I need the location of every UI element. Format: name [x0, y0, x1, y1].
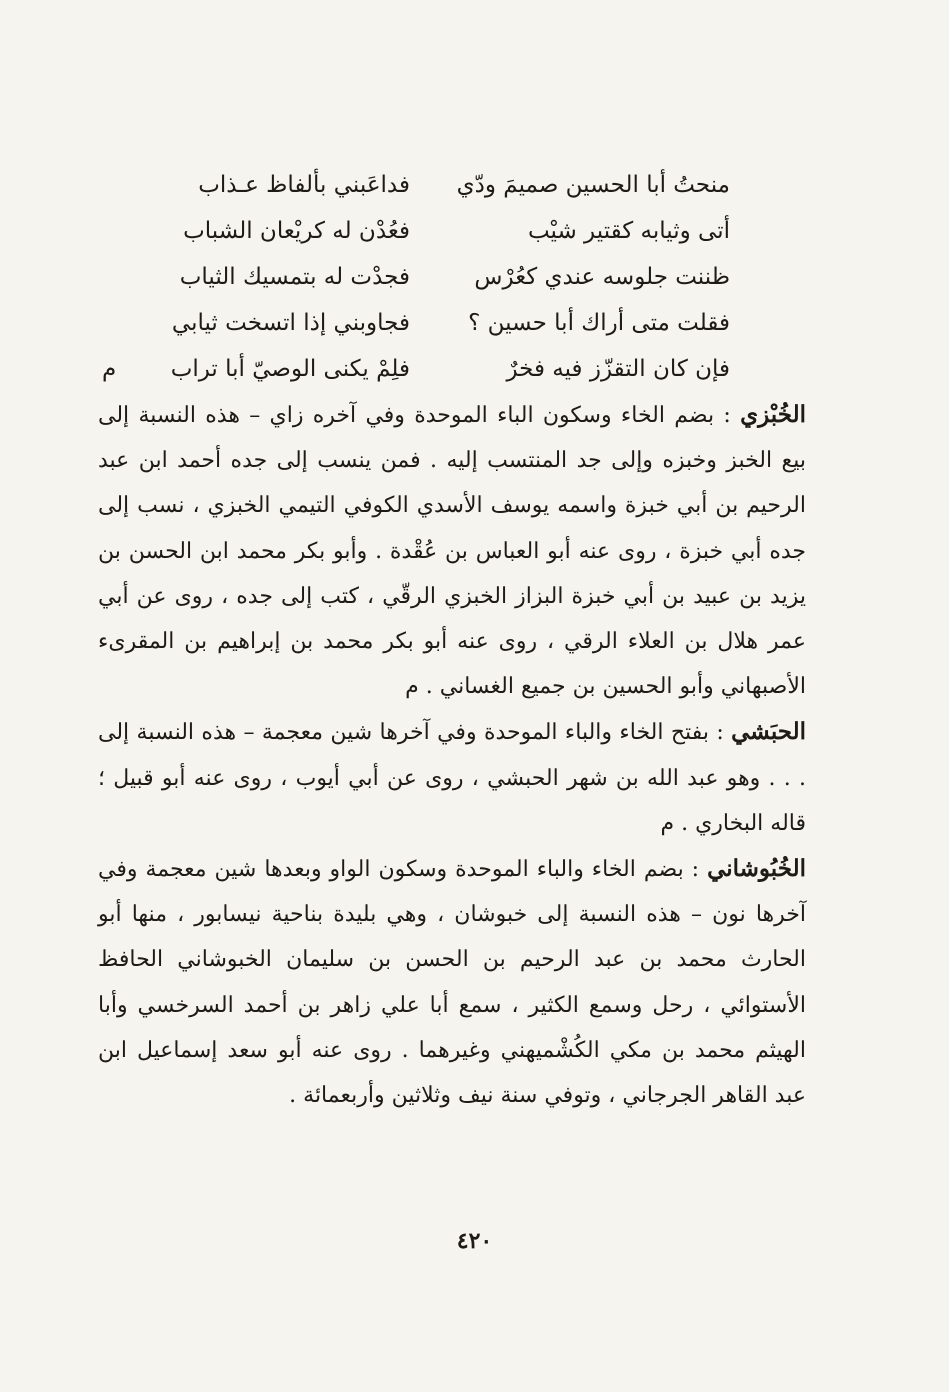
verse-first-hemistich: ظننت جلوسه عندي كعُرْس [474, 264, 730, 290]
entry-text: : بضم الخاء والباء الموحدة وسكون الواو وبعدها شين معجمة وفي آخرها نون – هذه النسبة إلى خبوشان ، وهي بليدة بناحية نيسابور ، منها أبو الحارث محمد بن عبد الرحيم بن الحسن بن سليمان الخبوشاني الحافظ الأستوائي ، رحل وسمع الكثير ، سمع أبا علي زاهر بن أحمد السرخسي وأبا الهيثم محمد بن مكي الكُشْميهني وغيرهما . روى عنه أبو سعد إسماعيل ابن عبد القاهر الجرجاني ، وتوفي سنة نيف وثلاثين وأربعمائة . [98, 857, 806, 1109]
page-number: ٤٢٠ [456, 1228, 493, 1254]
poem-verse [110, 208, 730, 254]
verse-first-hemistich: أتى وثيابه كقتير شيْب [527, 218, 730, 244]
poem-verse [102, 346, 730, 392]
entry-khubushani [98, 846, 806, 1118]
poem-block [102, 162, 730, 392]
verse-second-hemistich: فداعَبني بألفاظ عـذاب [198, 172, 410, 198]
verse-second-hemistich: فجدْت له بتمسيك الثياب [179, 264, 410, 290]
entry-habashi [98, 709, 806, 846]
entry-khubzi [98, 392, 806, 709]
source-mark: م [102, 356, 117, 382]
verse-first-hemistich: فقلت متى أراك أبا حسين ؟ [468, 310, 730, 336]
entry-heading: الخُبْزي [740, 401, 806, 428]
verse-second-hemistich: فجاوبني إذا اتسخت ثيابي [171, 310, 410, 336]
entry-heading: الحبَشي [731, 718, 806, 746]
verse-first-hemistich: منحتُ أبا الحسين صميمَ ودّي [456, 172, 730, 198]
entries-block [98, 392, 806, 1118]
verse-first-hemistich: فإن كان التقزّز فيه فخرٌ [506, 356, 730, 382]
poem-verse [110, 254, 730, 300]
verse-second-hemistich: فعُدْن له كريْعان الشباب [183, 218, 410, 244]
verse-second-hemistich: فلِمْ يكنى الوصيّ أبا تراب [170, 356, 410, 382]
entry-text: : بضم الخاء وسكون الباء الموحدة وفي آخره زاي – هذه النسبة إلى بيع الخبز وخبزه وإلى جد المنتسب إليه . فمن ينسب إلى جده أحمد ابن عبد الرحيم بن أبي خبزة واسمه يوسف الأسدي الكوفي التيمي الخبزي ، نسب إلى جده أبي خبزة ، روى عنه أبو العباس بن عُقْدة . وأبو بكر محمد ابن الحسن بن يزيد بن عبيد بن أبي خبزة البزاز الخبزي الرقّي ، كتب إلى جده ، روى عن أبي عمر هلال بن العلاء الرقي ، روى عنه أبو بكر محمد بن إبراهيم بن المقرىء الأصبهاني وأبو الحسين بن جميع الغساني . م [98, 403, 807, 700]
poem-verse [110, 162, 730, 208]
poem-verse [110, 300, 730, 346]
entry-heading: الخُبُوشاني [707, 855, 806, 883]
entry-text: : بفتح الخاء والباء الموحدة وفي آخرها شين معجمة – هذه النسبة إلى . . . وهو عبد الله بن شهر الحبشي ، روى عن أبي أيوب ، روى عنه أبو قبيل ؛ قاله البخاري . م [98, 720, 806, 836]
